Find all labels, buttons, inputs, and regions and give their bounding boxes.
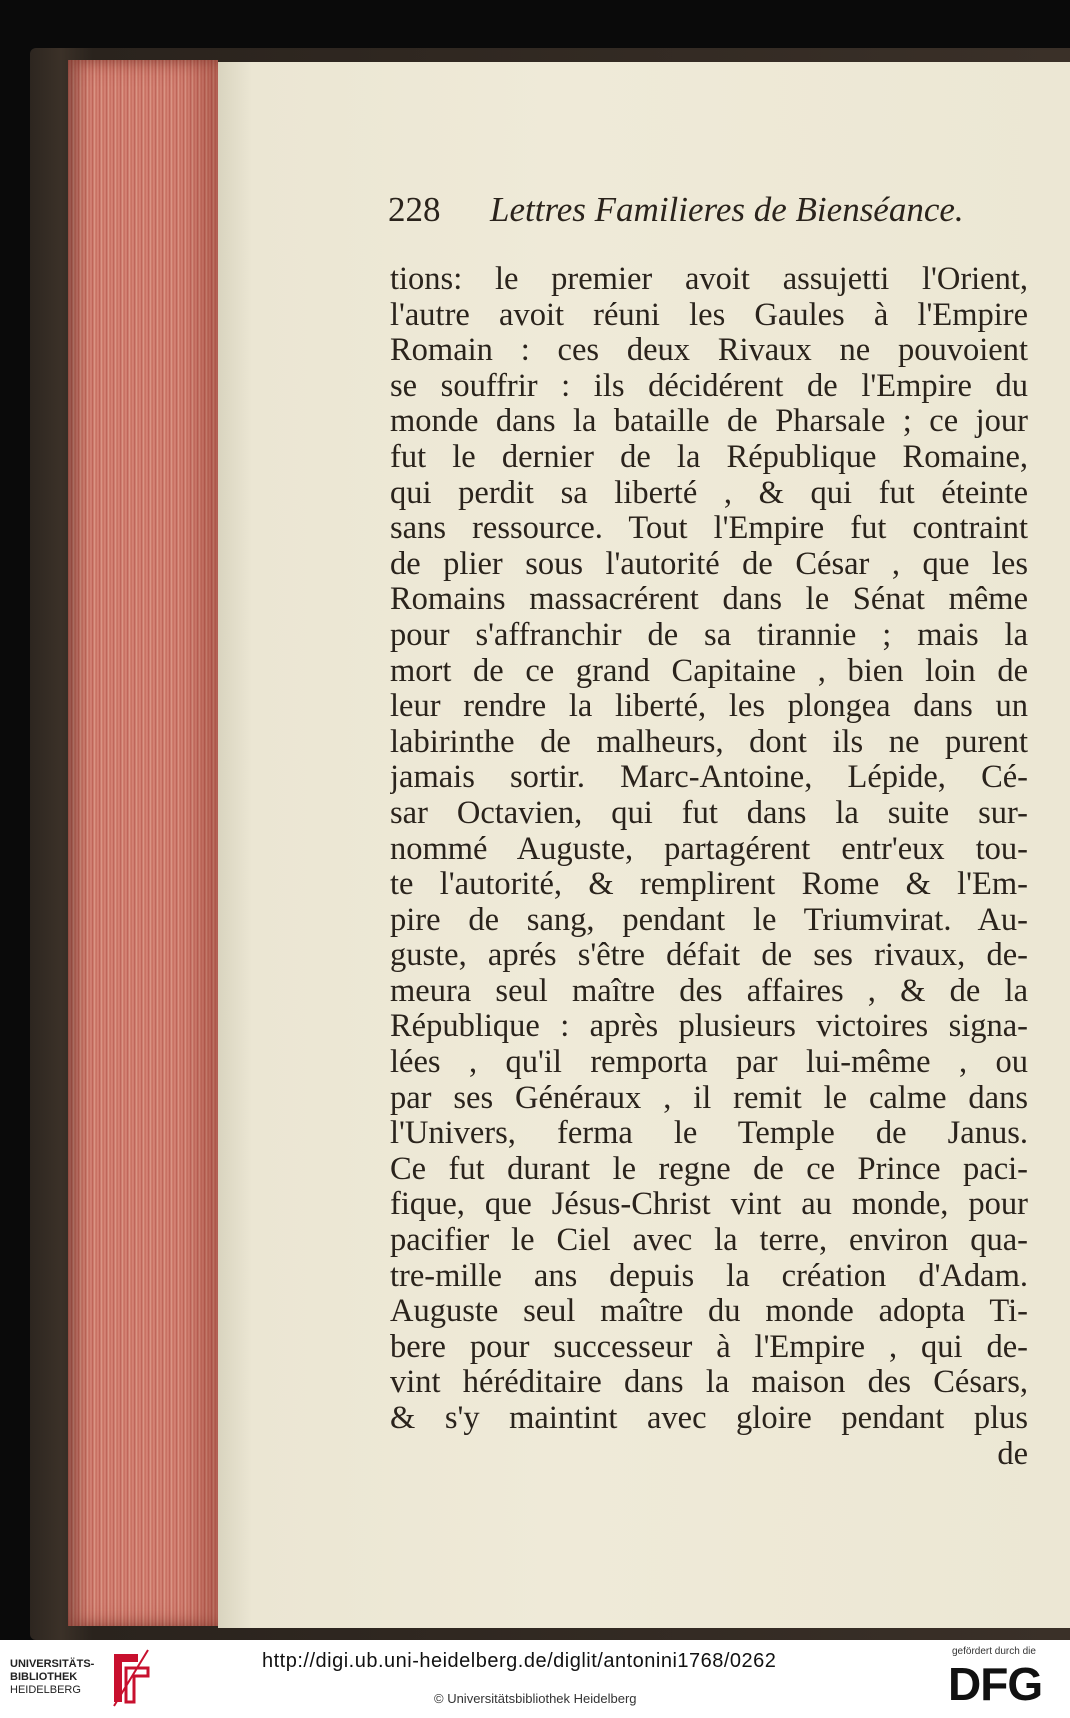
text-line: & s'y maintint avec gloire pendant plus (390, 1401, 1028, 1436)
text-line: meura seul maître des affaires , & de la (390, 973, 1028, 1009)
text-line: qui perdit sa liberté , & qui fut éteinte (390, 475, 1028, 511)
text-line: de plier sous l'autorité de César , que les (390, 546, 1028, 582)
funding-note: gefördert durch die (952, 1646, 1036, 1657)
body-text (390, 262, 1028, 1472)
running-title: Lettres Familieres de Bienséance. (490, 190, 964, 229)
text-line: tions: le premier avoit assujetti l'Orient, (390, 262, 1028, 297)
running-head (388, 190, 964, 240)
text-line: mort de ce grand Capitaine , bien loin de (390, 653, 1028, 689)
text-line: République : après plusieurs victoires signa- (390, 1009, 1028, 1045)
text-line: Romain : ces deux Rivaux ne pouvoient (390, 333, 1028, 369)
logo-line: UNIVERSITÄTS- (10, 1658, 95, 1670)
text-line: fique, que Jésus-Christ vint au monde, pour (390, 1187, 1028, 1223)
text-line: leur rendre la liberté, les plongea dans un (390, 689, 1028, 725)
text-line: Auguste seul maître du monde adopta Ti- (390, 1294, 1028, 1330)
text-line: pacifier le Ciel avec la terre, environ qua- (390, 1223, 1028, 1259)
text-line: tre-mille ans depuis la création d'Adam. (390, 1258, 1028, 1294)
text-line: se souffrir : ils décidérent de l'Empire du (390, 368, 1028, 404)
text-line: bere pour successeur à l'Empire , qui de- (390, 1329, 1028, 1365)
page-number: 228 (388, 190, 441, 229)
library-emblem-icon (108, 1648, 152, 1708)
permalink-url[interactable]: http://digi.ub.uni-heidelberg.de/diglit/antonini1768/0262 (262, 1650, 777, 1672)
text-line: te l'autorité, & remplirent Rome & l'Em- (390, 867, 1028, 903)
text-line: l'Univers, ferma le Temple de Janus. (390, 1116, 1028, 1152)
logo-line: HEIDELBERG (10, 1684, 81, 1696)
footer-bar (0, 1640, 1070, 1718)
text-line: labirinthe de malheurs, dont ils ne purent (390, 724, 1028, 760)
text-line: Romains massacrérent dans le Sénat même (390, 582, 1028, 618)
copyright-notice: © Universitätsbibliothek Heidelberg (434, 1691, 637, 1706)
text-line: par ses Généraux , il remit le calme dans (390, 1080, 1028, 1116)
red-page-edges (68, 60, 218, 1626)
text-line: l'autre avoit réuni les Gaules à l'Empire (390, 297, 1028, 333)
text-line: fut le dernier de la République Romaine, (390, 439, 1028, 475)
text-line: sar Octavien, qui fut dans la suite sur- (390, 795, 1028, 831)
text-line: jamais sortir. Marc-Antoine, Lépide, Cé- (390, 760, 1028, 796)
library-logo[interactable] (10, 1658, 106, 1697)
text-line: pour s'affranchir de sa tirannie ; mais la (390, 617, 1028, 653)
text-line: Ce fut durant le regne de ce Prince paci- (390, 1151, 1028, 1187)
text-line: lées , qu'il remporta par lui-même , ou (390, 1045, 1028, 1081)
dfg-logo[interactable]: DFG (948, 1658, 1043, 1710)
text-line: nommé Auguste, partagérent entr'eux tou- (390, 831, 1028, 867)
text-line: guste, aprés s'être défait de ses rivaux, de- (390, 938, 1028, 974)
catchword: de (997, 1436, 1028, 1472)
text-line: vint héréditaire dans la maison des Césars, (390, 1365, 1028, 1401)
text-line: monde dans la bataille de Pharsale ; ce jour (390, 404, 1028, 440)
text-line: sans ressource. Tout l'Empire fut contraint (390, 511, 1028, 547)
text-line: pire de sang, pendant le Triumvirat. Au- (390, 902, 1028, 938)
logo-line: BIBLIOTHEK (10, 1671, 78, 1683)
